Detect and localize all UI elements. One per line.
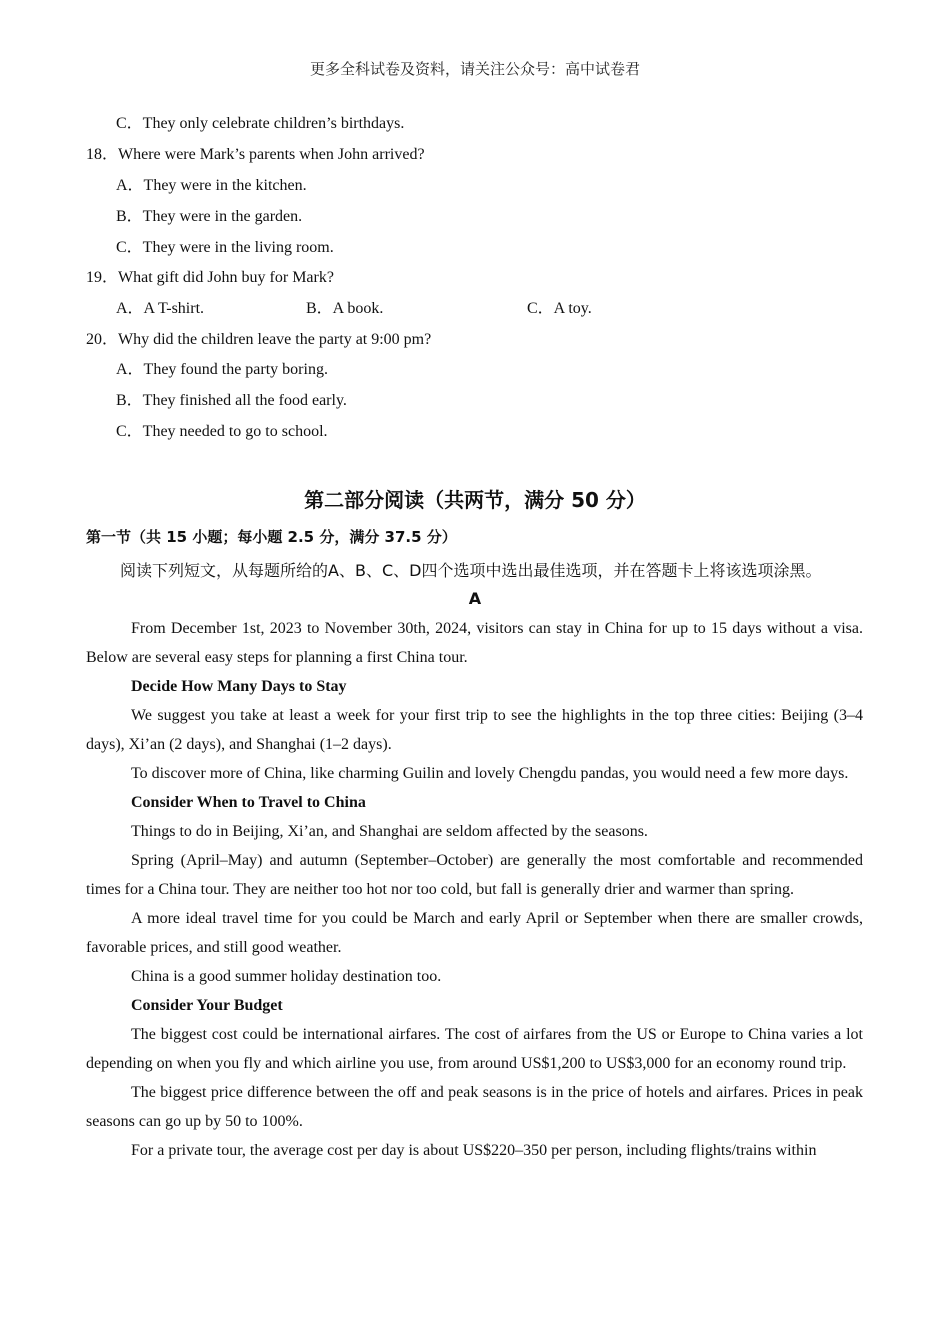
paragraph: To discover more of China, like charming Guilin and lovely Chengdu pandas, you would need a few more days.: [131, 765, 849, 782]
q20-option-a: A．They found the party boring.: [116, 361, 328, 378]
page-header: 更多全科试卷及资料，请关注公众号：高中试卷君: [309, 62, 640, 78]
instruction-options: A、B、C、D: [328, 561, 422, 580]
question-20: 20．Why did the children leave the party at 9:00 pm?: [86, 331, 432, 348]
q20-option-b: B．They finished all the food early.: [116, 392, 347, 409]
subheading: Consider Your Budget: [131, 997, 283, 1014]
q19-option-a: A．A T-shirt.: [116, 300, 205, 317]
question-18: 18．Where were Mark’s parents when John arrived?: [86, 146, 425, 163]
paragraph: Spring (April–May) and autumn (September–October) are generally the most comfortable and recommended times for a China tour. They are neither too hot nor too cold, but fall is generally drier and warmer than spring.: [86, 852, 863, 898]
paragraph: For a private tour, the average cost per day is about US$220–350 per person, including flights/trains within: [131, 1142, 817, 1159]
passage-label: A: [468, 589, 482, 608]
q17-option-c: C．They only celebrate children’s birthdays.: [116, 115, 405, 132]
section-title: 第一节（共 15 小题；每小题 2.5 分，满分 37.5 分）: [86, 528, 457, 546]
q18-option-c: C．They were in the living room.: [116, 239, 334, 256]
paragraph: We suggest you take at least a week for your first trip to see the highlights in the top three cities: Beijing (3–4 days), Xi’an (2 days), and Shanghai (1–2 days).: [86, 707, 863, 753]
paragraph: The biggest cost could be international airfares. The cost of airfares from the US or Europe to China varies a lot depending on when you fly and which airline you use, from around US$1,200 to US$3,000 for an economy round trip.: [86, 1026, 863, 1072]
q18-option-b: B．They were in the garden.: [116, 208, 303, 225]
question-19: 19．What gift did John buy for Mark?: [86, 269, 334, 286]
q18-option-a: A．They were in the kitchen.: [116, 177, 307, 194]
paragraph: The biggest price difference between the off and peak seasons is in the price of hotels and airfares. Prices in peak seasons can go up by 50 to 100%.: [86, 1084, 863, 1130]
paragraph: A more ideal travel time for you could be March and early April or September when there are smaller crowds, favorable prices, and still good weather.: [86, 910, 863, 956]
instructions: [120, 558, 821, 581]
q19-option-c: C．A toy.: [527, 300, 592, 317]
paragraph: From December 1st, 2023 to November 30th, 2024, visitors can stay in China for up to 15 days without a visa. Below are several easy steps for planning a first China tour.: [86, 620, 863, 666]
passage-body: [86, 614, 863, 1165]
q19-option-b: B．A book.: [306, 300, 384, 317]
instruction-pre: 阅读下列短文，从每题所给的: [120, 563, 329, 580]
paragraph: Things to do in Beijing, Xi’an, and Shanghai are seldom affected by the seasons.: [131, 823, 648, 840]
part-title: 第二部分阅读（共两节，满分 50 分）: [304, 488, 646, 512]
subheading: Decide How Many Days to Stay: [131, 678, 347, 695]
instruction-post: 四个选项中选出最佳选项，并在答题卡上将该选项涂黑。: [421, 563, 822, 580]
paragraph: China is a good summer holiday destination too.: [131, 968, 442, 985]
q20-option-c: C．They needed to go to school.: [116, 423, 328, 440]
subheading: Consider When to Travel to China: [131, 794, 366, 811]
